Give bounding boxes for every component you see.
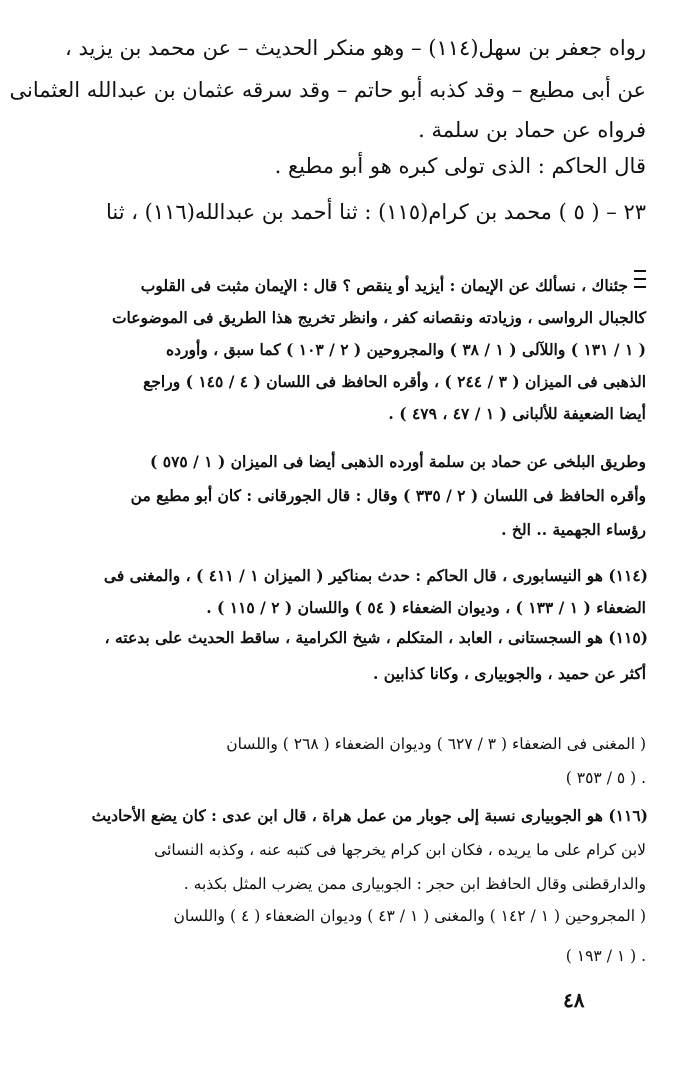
footnote-line: ( المغنى فى الضعفاء ( ٣ / ٦٢٧ ) وديوان الضعفاء ( ٢٦٨ ) واللسان [226,735,646,753]
footnote-line: ( ١ / ١٣١ ) واللآلى ( ١ / ٣٨ ) والمجروحين ( ٢ / ١٠٣ ) كما سبق ، وأورده [165,340,646,359]
main-text-line-1: رواه جعفر بن سهل(١١٤) – وهو منكر الحديث – عن محمد بن يزيد ، [65,36,646,60]
main-text-line-2: عن أبى مطيع – وقد كذبه أبو حاتم – وقد سرقه عثمان بن عبدالله العثمانى [9,78,646,102]
footnote-line: أيضا الضعيفة للألبانى ( ١ / ٤٧ ، ٤٧٩ ) . [388,404,646,423]
footnote-line: الضعفاء ( ١ / ١٣٣ ) ، وديوان الضعفاء ( ٥٤ ) واللسان ( ٢ / ١١٥ ) . [206,598,646,617]
footnote-line: (١١٥) هو السجستانى ، العابد ، المتكلم ، شيخ الكرامية ، ساقط الحديث على بدعته ، [104,628,648,647]
footnote-line: (١١٤) هو النيسابورى ، قال الحاكم : حدث بمناكير ( الميزان ١ / ٤١١ ) ، والمغنى فى [103,566,648,585]
main-text-line-4: قال الحاكم : الذى تولى كبره هو أبو مطيع . [274,154,646,178]
footnote-line: وأقره الحافظ فى اللسان ( ٢ / ٣٣٥ ) وقال : قال الجورقانى : كان أبو مطيع من [130,486,646,505]
footnote-line: والدارقطنى وقال الحافظ ابن حجر : الجوبيارى ممن يضرب المثل بكذبه . [183,875,646,893]
main-text-line-3: فرواه عن حماد بن سلمة . [418,118,646,142]
footnote-line: ( ١ / ١٩٣ ) . [565,947,646,965]
footnote-line: أكثر عن حميد ، والجوبيارى ، وكانا كذابين . [373,664,646,683]
page-number: ٤٨ [563,988,585,1012]
footnote-line: لابن كرام على ما يريده ، فكان ابن كرام يخرجها فى كتبه عنه ، وكذبه النسائى [154,841,646,859]
footnote-line: رؤساء الجهمية .. الخ . [501,520,646,539]
footnote-line: الذهبى فى الميزان ( ٣ / ٢٤٤ ) ، وأقره الحافظ فى اللسان ( ٤ / ١٤٥ ) وراجع [143,372,646,391]
footnote-line: ( ٥ / ٣٥٣ ) . [565,769,646,787]
footnote-line: وطريق البلخى عن حماد بن سلمة أورده الذهبى أيضا فى الميزان ( ١ / ٥٧٥ ) [150,452,646,471]
footnote-line: كالجبال الرواسى ، وزيادته ونقصانه كفر ، وانظر تخريج هذا الطريق فى الموضوعات [111,308,646,327]
footnote-line: ( المجروحين ( ١ / ١٤٢ ) والمغنى ( ١ / ٤٣ ) وديوان الضعفاء ( ٤ ) واللسان [173,907,646,925]
footnote-separator [634,270,646,288]
footnote-line: جئناك ، نسألك عن الإيمان : أيزيد أو ينقص ؟ قال : الإيمان مثبت فى القلوب [140,276,628,295]
main-text-line-5: ٢٣ – ( ٥ ) محمد بن كرام(١١٥) : ثنا أحمد بن عبدالله(١١٦) ، ثنا [105,200,646,224]
footnote-line: (١١٦) هو الجوبيارى نسبة إلى جوبار من عمل هراة ، قال ابن عدى : كان يضع الأحاديث [91,806,648,825]
